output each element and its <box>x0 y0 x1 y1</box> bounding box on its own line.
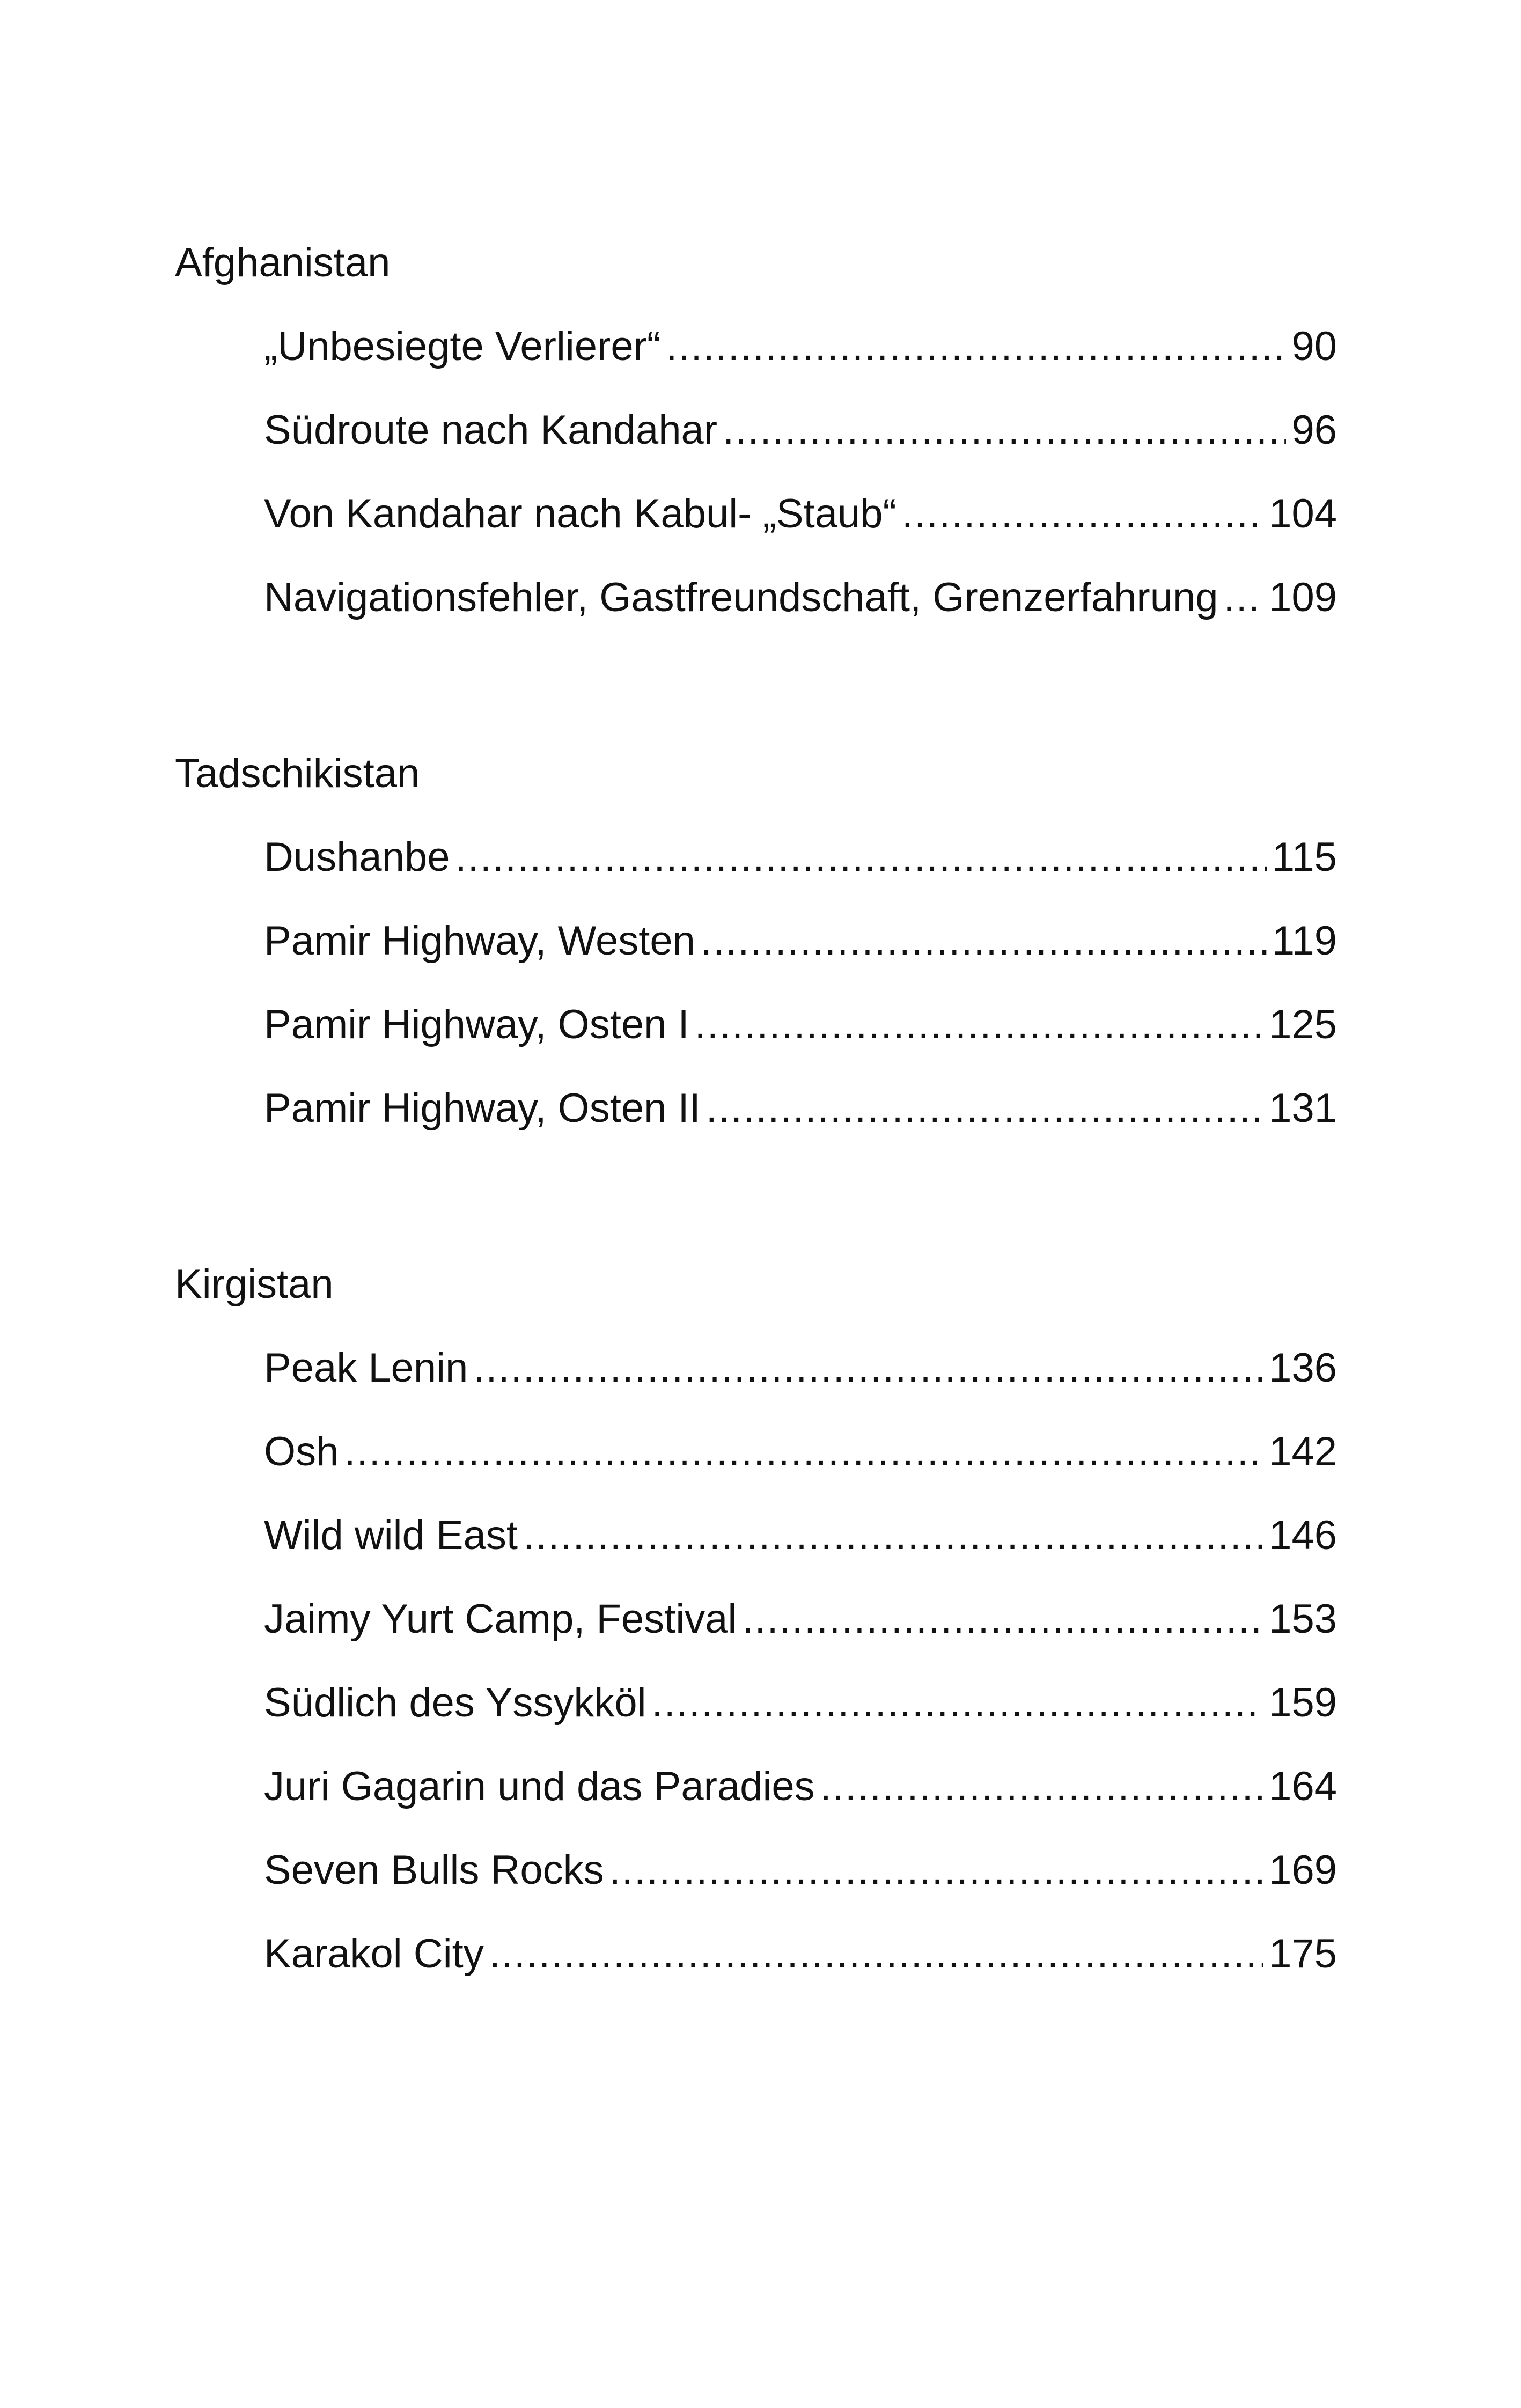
dot-leader <box>609 1844 1264 1897</box>
toc-entry[interactable] <box>264 1760 1337 1814</box>
entry-title: „Unbesiegte Verlierer“ <box>264 324 661 369</box>
toc-entry[interactable] <box>264 487 1337 541</box>
toc-entry[interactable] <box>264 1676 1337 1730</box>
dot-leader <box>344 1425 1263 1479</box>
entry-title: Jaimy Yurt Camp, Festival <box>264 1596 737 1642</box>
toc-entry[interactable] <box>264 1082 1337 1135</box>
page-number: 125 <box>1269 1002 1337 1047</box>
entry-title: Südlich des Yssykköl <box>264 1680 646 1726</box>
entry-title: Peak Lenin <box>264 1345 468 1391</box>
dot-leader <box>473 1341 1263 1395</box>
dot-leader <box>902 487 1263 541</box>
page-number: 104 <box>1269 491 1337 537</box>
toc-entry[interactable] <box>264 1341 1337 1395</box>
page-number: 146 <box>1269 1513 1337 1558</box>
section-title: Tadschikistan <box>175 751 420 796</box>
toc-entry[interactable] <box>264 320 1337 373</box>
dot-leader <box>701 914 1267 968</box>
dot-leader <box>523 1509 1263 1562</box>
entry-title: Pamir Highway, Osten II <box>264 1085 701 1131</box>
page-number: 175 <box>1269 1931 1337 1977</box>
entry-title: Südroute nach Kandahar <box>264 407 718 453</box>
toc-entry[interactable] <box>264 1509 1337 1562</box>
dot-leader <box>742 1592 1263 1646</box>
page-number: 119 <box>1272 918 1337 964</box>
page-number: 90 <box>1291 324 1337 369</box>
toc-entry[interactable] <box>264 831 1337 884</box>
page-number: 142 <box>1269 1429 1337 1474</box>
dot-leader <box>1224 571 1264 625</box>
dot-leader <box>695 998 1264 1052</box>
page-number: 153 <box>1269 1596 1337 1642</box>
dot-leader <box>455 831 1267 884</box>
page-number: 169 <box>1269 1847 1337 1893</box>
entry-title: Von Kandahar nach Kabul- „Staub“ <box>264 491 897 537</box>
page-number: 109 <box>1269 575 1337 620</box>
section-title: Afghanistan <box>175 240 391 285</box>
entry-title: Juri Gagarin und das Paradies <box>264 1764 815 1809</box>
entry-title: Dushanbe <box>264 834 450 880</box>
dot-leader <box>723 403 1286 457</box>
dot-leader <box>666 320 1286 373</box>
toc-entry[interactable] <box>264 1592 1337 1646</box>
toc-entry[interactable] <box>264 1844 1337 1897</box>
toc-entry[interactable] <box>264 403 1337 457</box>
toc-entry[interactable] <box>264 914 1337 968</box>
page-number: 96 <box>1291 407 1337 453</box>
entry-title: Wild wild East <box>264 1513 518 1558</box>
dot-leader <box>706 1082 1263 1135</box>
dot-leader <box>489 1927 1264 1981</box>
entry-title: Navigationsfehler, Gastfreundschaft, Grenzerfahrung <box>264 575 1218 620</box>
entry-title: Karakol City <box>264 1931 484 1977</box>
entry-title: Osh <box>264 1429 339 1474</box>
page-number: 164 <box>1269 1764 1337 1809</box>
page-number: 115 <box>1272 834 1337 880</box>
toc-entry[interactable] <box>264 998 1337 1052</box>
page-number: 136 <box>1269 1345 1337 1391</box>
page-number: 131 <box>1269 1085 1337 1131</box>
section-title: Kirgistan <box>175 1261 334 1307</box>
toc-entry[interactable] <box>264 1927 1337 1981</box>
dot-leader <box>820 1760 1264 1814</box>
dot-leader <box>652 1676 1264 1730</box>
entry-title: Pamir Highway, Westen <box>264 918 695 964</box>
entry-title: Pamir Highway, Osten I <box>264 1002 689 1047</box>
page-number: 159 <box>1269 1680 1337 1726</box>
toc-entry[interactable] <box>264 1425 1337 1479</box>
entry-title: Seven Bulls Rocks <box>264 1847 604 1893</box>
toc-entry[interactable] <box>264 571 1337 625</box>
